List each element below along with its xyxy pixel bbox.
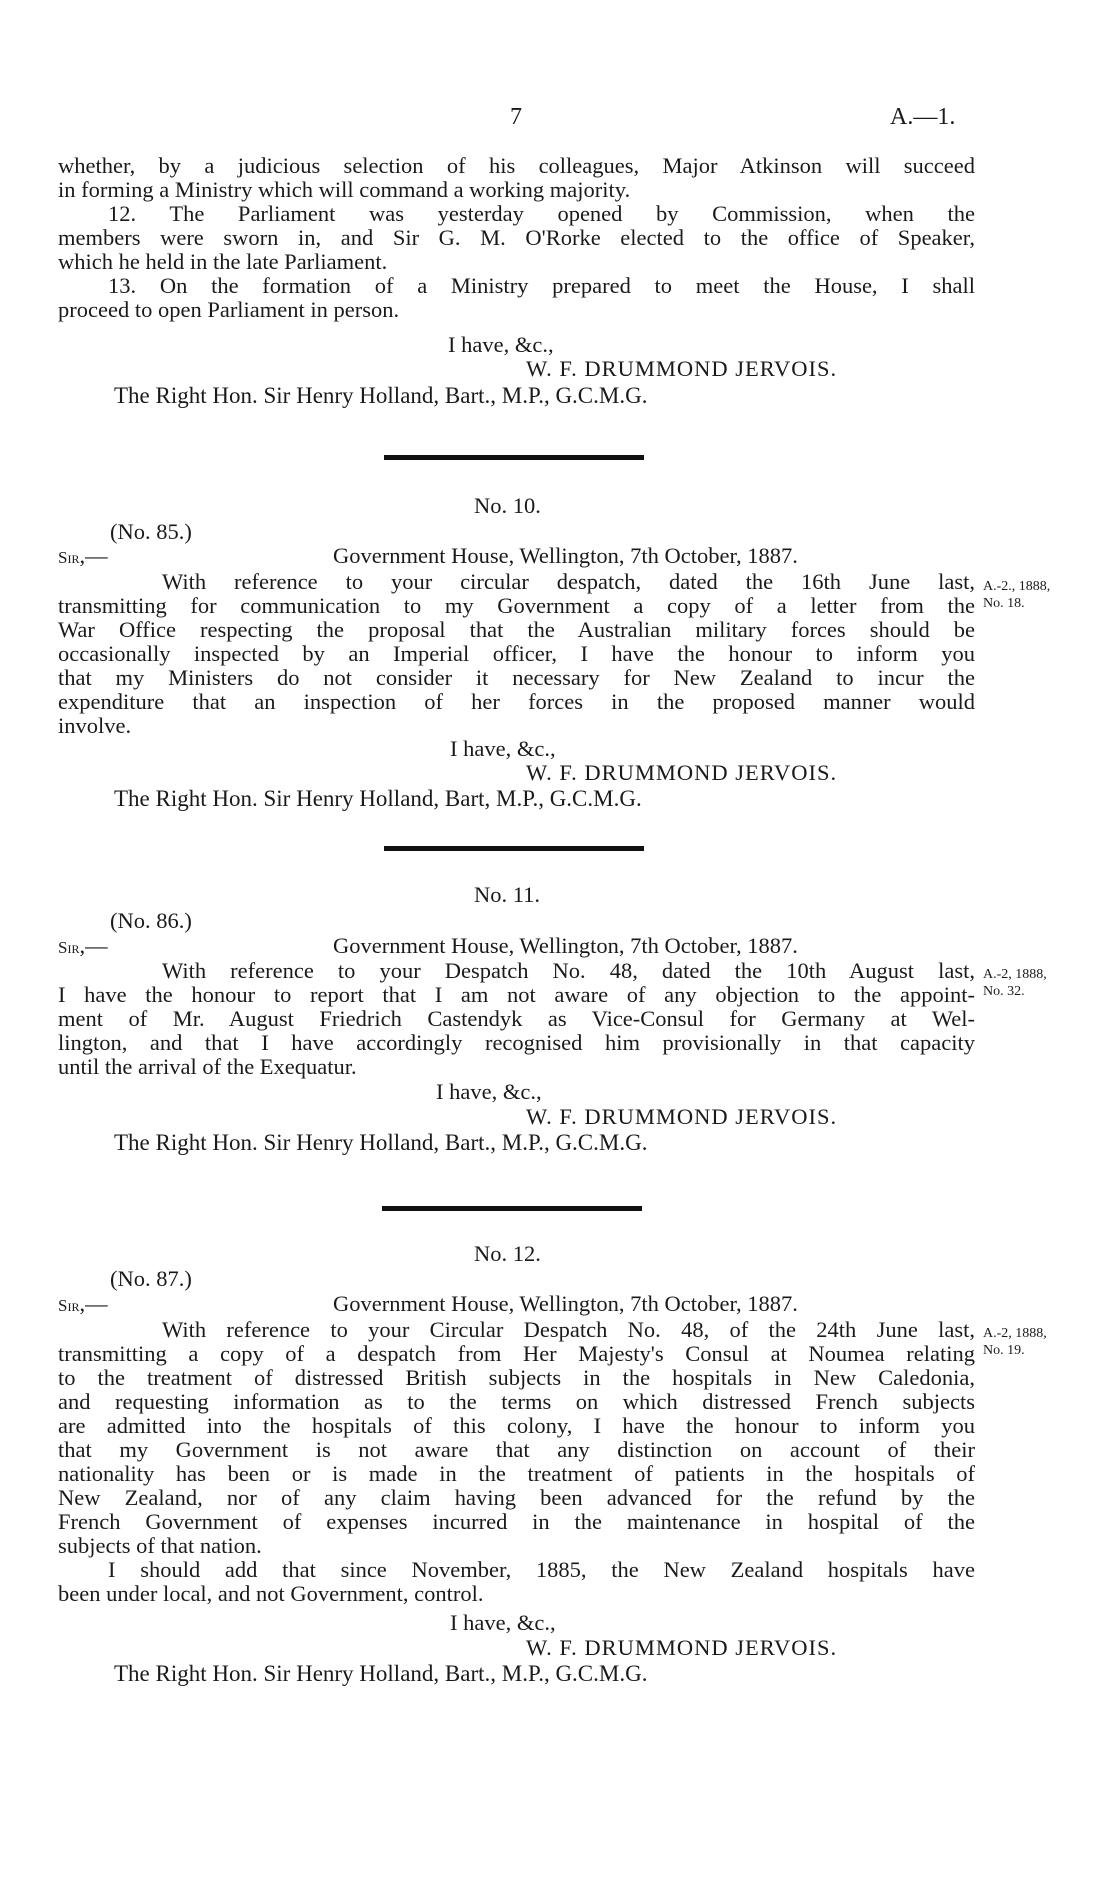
body-line: French Government of expenses incurred in the maintenance in hospital of the: [58, 1509, 975, 1534]
body-line: New Zealand, nor of any claim having been advanced for the refund by the: [58, 1485, 975, 1510]
body-line: that my Government is not aware that any distinction on account of their: [58, 1437, 975, 1462]
salutation: [58, 1293, 108, 1316]
body-line: transmitting for communication to my Government a copy of a letter from the: [58, 593, 975, 618]
letter-body: [58, 959, 975, 1079]
body-line: ment of Mr. August Friedrich Castendyk as Vice-Consul for Germany at Wel-: [58, 1006, 975, 1031]
salutation-word: Sir: [58, 1296, 80, 1315]
addressee: The Right Hon. Sir Henry Holland, Bart., M.P., G.C.M.G.: [114, 1661, 648, 1686]
intro-paragraphs: [58, 154, 975, 322]
closing-phrase: I have, &c.,: [448, 332, 554, 357]
section-divider: [382, 1206, 642, 1211]
salutation-dash: ,—: [79, 543, 108, 568]
document-reference: A.—1.: [890, 104, 956, 130]
margin-reference-line: A.-2, 1888,: [983, 967, 1047, 982]
body-line: members were sworn in, and Sir G. M. O'Rorke elected to the office of Speaker,: [58, 225, 975, 250]
body-line: nationality has been or is made in the treatment of patients in the hospitals of: [58, 1461, 975, 1486]
despatch-number: (No. 85.): [110, 519, 192, 544]
margin-reference: [983, 966, 1047, 1000]
salutation-word: Sir: [58, 938, 80, 957]
margin-reference-line: No. 19.: [983, 1343, 1025, 1358]
body-line: expenditure that an inspection of her forces in the proposed manner would: [58, 689, 975, 714]
body-line: involve.: [58, 713, 132, 738]
closing-phrase: I have, &c.,: [450, 736, 556, 761]
place-date: Government House, Wellington, 7th October, 1887.: [333, 933, 798, 958]
body-line: I should add that since November, 1885, the New Zealand hospitals have: [108, 1557, 975, 1582]
body-line: 13. On the formation of a Ministry prepared to meet the House, I shall: [108, 273, 975, 298]
section-divider: [384, 455, 644, 460]
margin-reference: [983, 1325, 1047, 1359]
body-line: lington, and that I have accordingly recognised him provisionally in that capacity: [58, 1030, 975, 1055]
page-number: 7: [510, 104, 522, 130]
letter-heading: No. 11.: [474, 882, 541, 907]
section-divider: [384, 846, 644, 851]
place-date: Government House, Wellington, 7th October, 1887.: [333, 1291, 798, 1316]
body-line: proceed to open Parliament in person.: [58, 297, 400, 322]
margin-reference-line: A.-2, 1888,: [983, 1326, 1047, 1341]
body-line: With reference to your Despatch No. 48, dated the 10th August last,: [162, 958, 975, 983]
salutation-dash: ,—: [79, 1291, 108, 1316]
body-line: 12. The Parliament was yesterday opened by Commission, when the: [108, 201, 975, 226]
signature: W. F. DRUMMOND JERVOIS.: [526, 356, 838, 381]
despatch-number: (No. 86.): [110, 908, 192, 933]
body-line: which he held in the late Parliament.: [58, 249, 388, 274]
body-line: With reference to your circular despatch, dated the 16th June last,: [162, 569, 975, 594]
body-line: been under local, and not Government, control.: [58, 1581, 484, 1606]
body-line: are admitted into the hospitals of this colony, I have the honour to inform you: [58, 1413, 975, 1438]
letter-body: [58, 570, 975, 738]
body-line: until the arrival of the Exequatur.: [58, 1054, 357, 1079]
margin-reference-line: A.-2., 1888,: [983, 579, 1051, 594]
body-line: occasionally inspected by an Imperial officer, I have the honour to inform you: [58, 641, 975, 666]
margin-reference-line: No. 18.: [983, 596, 1025, 611]
signature: W. F. DRUMMOND JERVOIS.: [526, 1104, 838, 1129]
margin-reference-line: No. 32.: [983, 984, 1025, 999]
salutation-word: Sir: [58, 548, 80, 567]
place-date: Government House, Wellington, 7th October, 1887.: [333, 543, 798, 568]
signature: W. F. DRUMMOND JERVOIS.: [526, 1635, 838, 1660]
closing-phrase: I have, &c.,: [450, 1610, 556, 1635]
body-line: in forming a Ministry which will command a working majority.: [58, 177, 631, 202]
addressee: The Right Hon. Sir Henry Holland, Bart., M.P., G.C.M.G.: [114, 1130, 648, 1155]
body-line: to the treatment of distressed British subjects in the hospitals in New Caledonia,: [58, 1365, 975, 1390]
letter-body: [58, 1318, 975, 1606]
body-line: whether, by a judicious selection of his colleagues, Major Atkinson will succeed: [58, 153, 975, 178]
body-line: War Office respecting the proposal that the Australian military forces should be: [58, 617, 975, 642]
closing-phrase: I have, &c.,: [436, 1079, 542, 1104]
margin-reference: [983, 578, 1050, 612]
letter-heading: No. 10.: [474, 493, 541, 518]
body-line: I have the honour to report that I am not aware of any objection to the appoint-: [58, 982, 975, 1007]
body-line: and requesting information as to the terms on which distressed French subjects: [58, 1389, 975, 1414]
letter-heading: No. 12.: [474, 1241, 541, 1266]
signature: W. F. DRUMMOND JERVOIS.: [526, 760, 838, 785]
salutation: [58, 545, 108, 568]
addressee: The Right Hon. Sir Henry Holland, Bart., M.P., G.C.M.G.: [114, 383, 648, 408]
addressee: The Right Hon. Sir Henry Holland, Bart, M.P., G.C.M.G.: [114, 786, 642, 811]
despatch-number: (No. 87.): [110, 1266, 192, 1291]
body-line: that my Ministers do not consider it necessary for New Zealand to incur the: [58, 665, 975, 690]
salutation-dash: ,—: [79, 933, 108, 958]
body-line: transmitting a copy of a despatch from Her Majesty's Consul at Noumea relating: [58, 1341, 975, 1366]
body-line: With reference to your Circular Despatch No. 48, of the 24th June last,: [162, 1317, 975, 1342]
salutation: [58, 935, 108, 958]
body-line: subjects of that nation.: [58, 1533, 262, 1558]
